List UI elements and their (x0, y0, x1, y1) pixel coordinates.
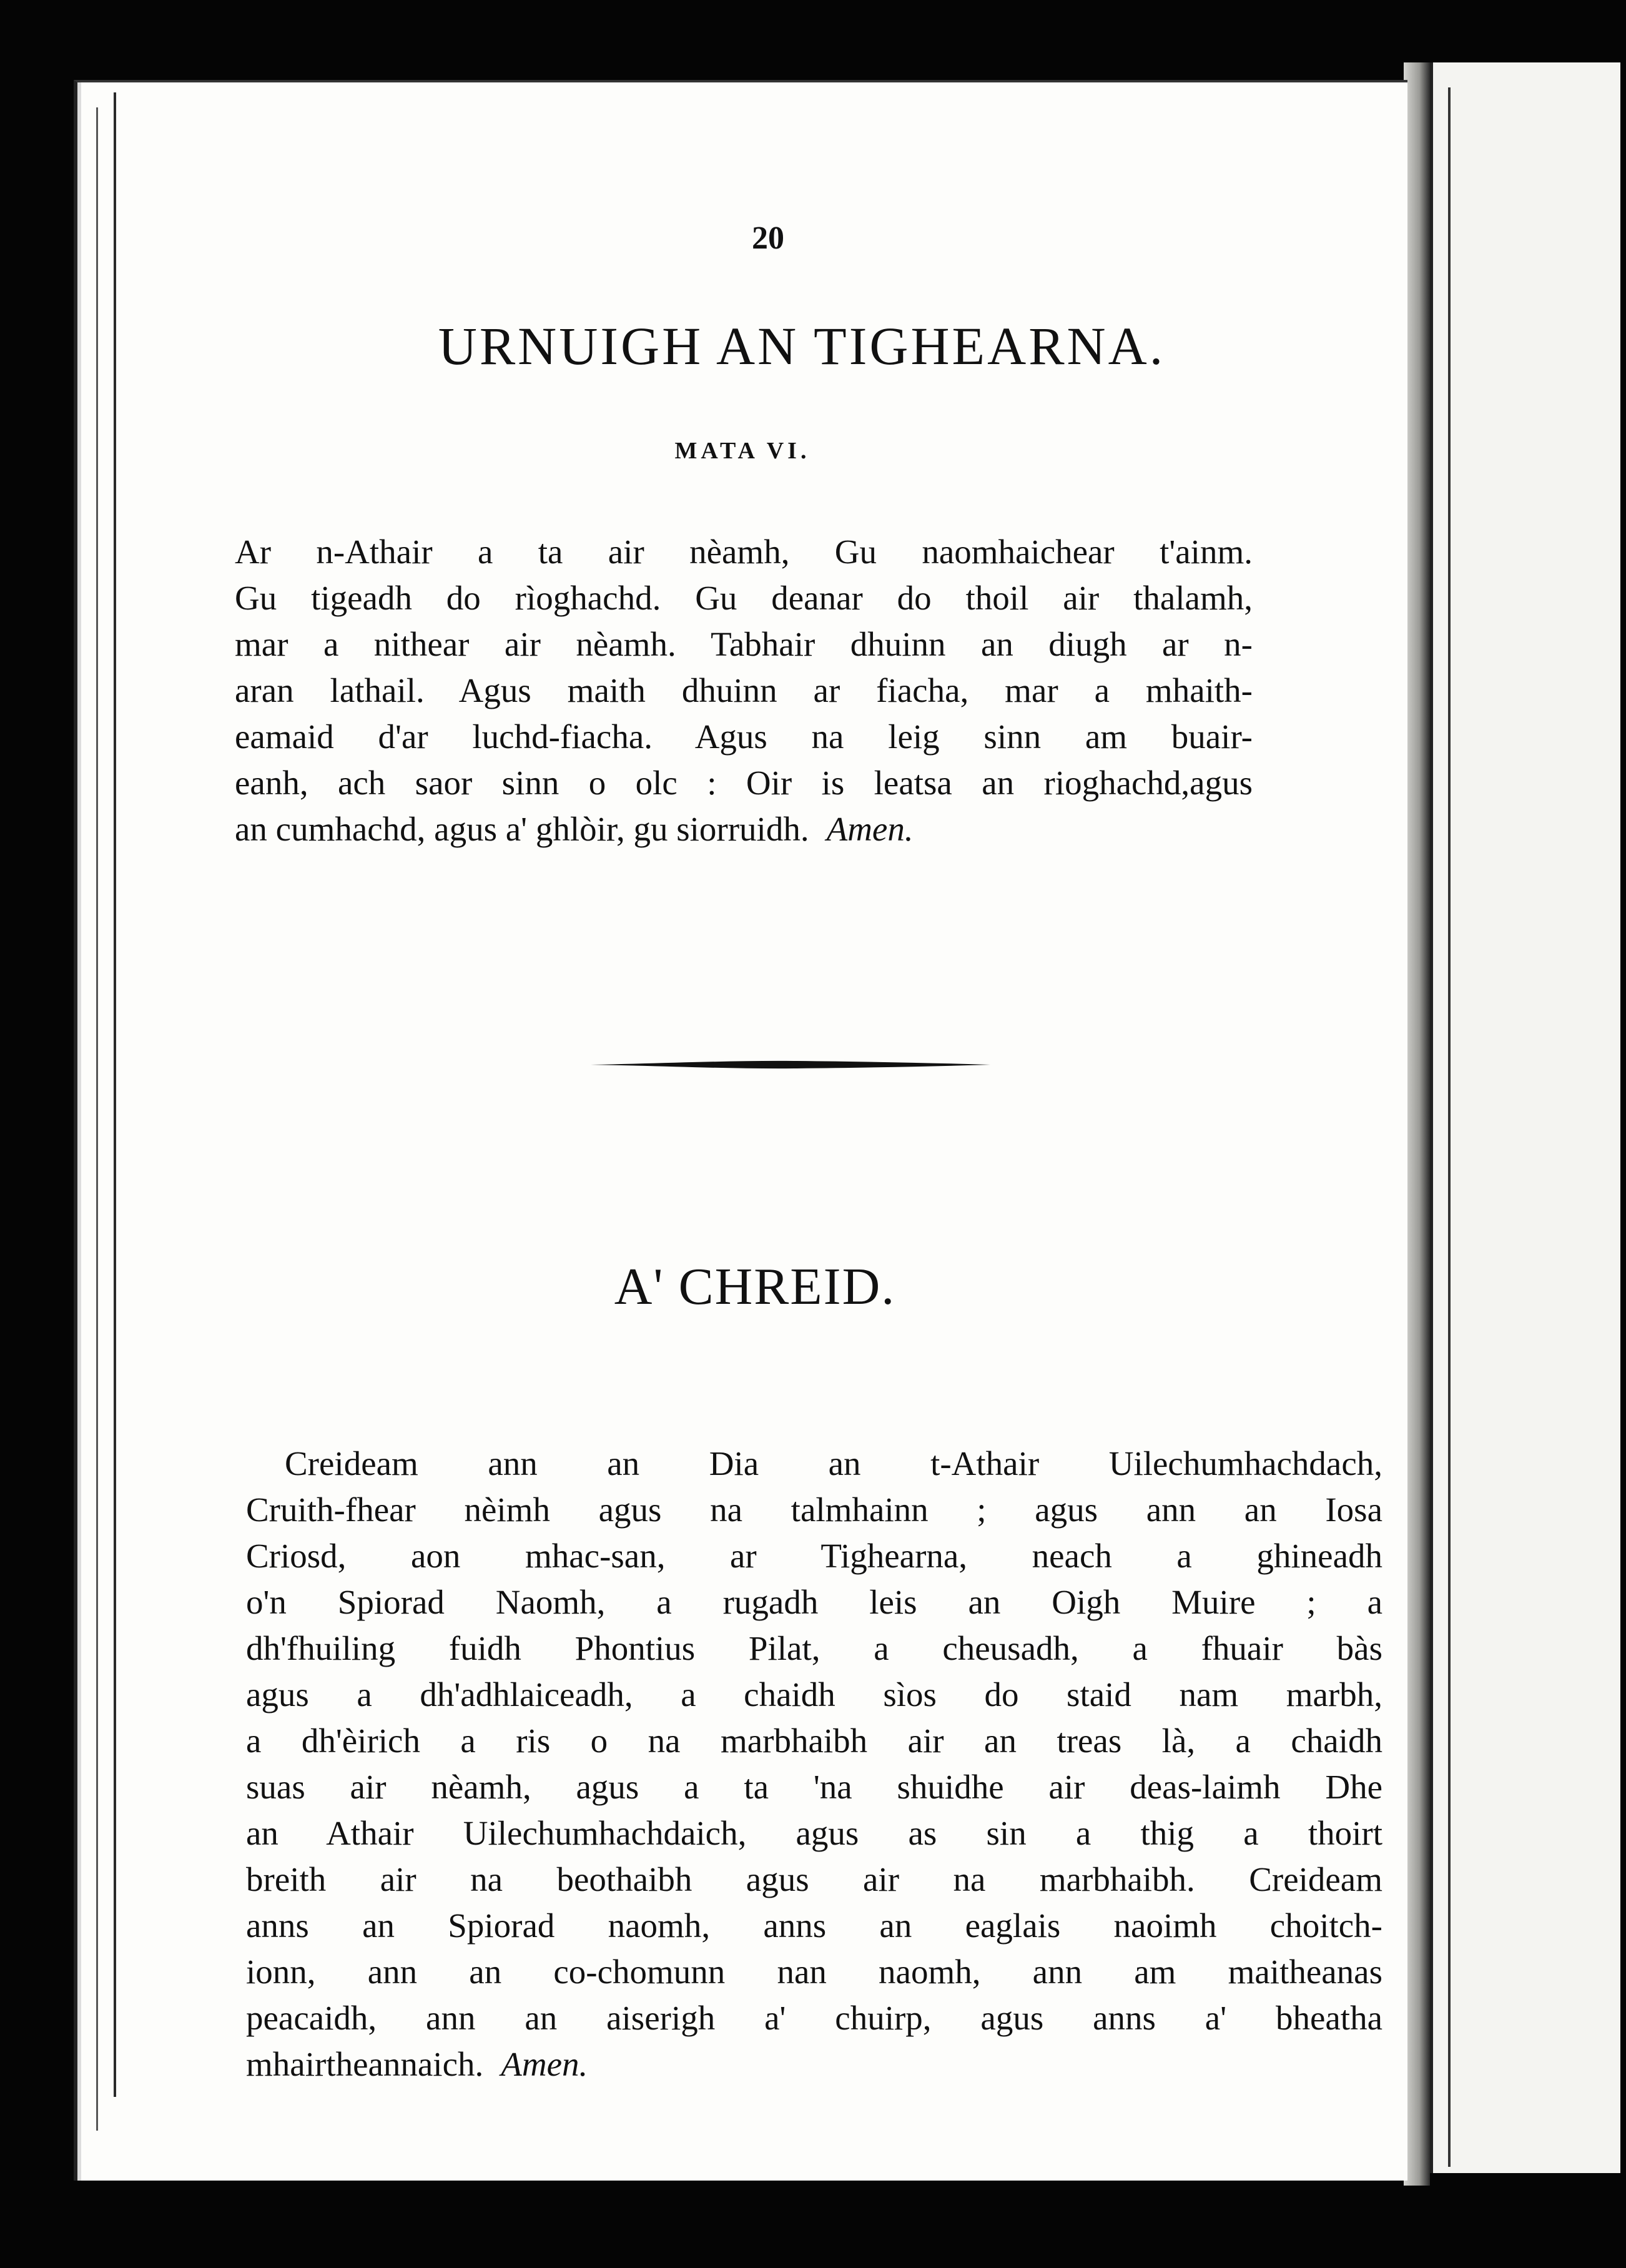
book-gutter (1404, 62, 1430, 2186)
text-line: breith air na beothaibh agus air na marbhaibh. Creideam (246, 1860, 1382, 1898)
text-line: eanh, ach saor sinn o olc : Oir is leatsa an rioghachd,agus (235, 764, 1253, 802)
text-line: ionn, ann an co-chomunn nan naomh, ann am maitheanas (246, 1953, 1382, 1991)
text-line: Ar n-Athair a ta air nèamh, Gu naomhaichear t'ainm. (235, 533, 1253, 571)
section-heading: A' CHREID. (614, 1258, 896, 1316)
text-line: Criosd, aon mhac-san, ar Tighearna, neach a ghineadh (246, 1537, 1382, 1575)
text-line: Gu tigeadh do rìoghachd. Gu deanar do thoil air thalamh, (235, 579, 1253, 617)
text-line: Creideam ann an Dia an t-Athair Uilechumhachdach, (285, 1444, 1382, 1482)
scripture-reference: MATA VI. (674, 438, 811, 464)
ornamental-rule (591, 1055, 990, 1074)
text-line: peacaidh, ann an aiserigh a' chuirp, agus anns a' bheatha (246, 1999, 1382, 2037)
page-edge-line (96, 107, 98, 2131)
prayer-paragraph (235, 529, 1253, 852)
facing-page-edge (1430, 62, 1620, 2173)
text-line: dh'fhuiling fuidh Phontius Pilat, a cheusadh, a fhuair bàs (246, 1629, 1382, 1667)
text-line: mar a nithear air nèamh. Tabhair dhuinn an diugh ar n- (235, 625, 1253, 663)
amen-text: Amen. (501, 2045, 588, 2083)
creed-paragraph (246, 1441, 1382, 2088)
text-line: an Athair Uilechumhachdaich, agus as sin a thig a thoirt (246, 1814, 1382, 1852)
book-page (74, 80, 1407, 2181)
text-line-last (246, 2041, 1382, 2088)
text-line: o'n Spiorad Naomh, a rugadh leis an Oigh Muire ; a (246, 1583, 1382, 1621)
text-line: suas air nèamh, agus a ta 'na shuidhe air deas-laimh Dhe (246, 1768, 1382, 1806)
text-line-last (235, 806, 1253, 852)
page-border-line (114, 92, 116, 2097)
page-title: URNUIGH AN TIGHEARNA. (438, 316, 1166, 376)
text-line: agus a dh'adhlaiceadh, a chaidh sìos do staid nam marbh, (246, 1675, 1382, 1713)
text-line: aran lathail. Agus maith dhuinn ar fiacha, mar a mhaith- (235, 671, 1253, 709)
text-line: eamaid d'ar luchd-fiacha. Agus na leig sinn am buair- (235, 717, 1253, 756)
text-line: Cruith-fhear nèimh agus na talmhainn ; agus ann an Iosa (246, 1491, 1382, 1529)
text-line: an cumhachd, agus a' ghlòir, gu siorruidh. (235, 810, 809, 848)
amen-text: Amen. (826, 810, 914, 848)
text-line: a dh'èirich a ris o na marbhaibh air an treas là, a chaidh (246, 1722, 1382, 1760)
facing-page-border (1448, 87, 1451, 2167)
text-line: anns an Spiorad naomh, anns an eaglais naoimh choitch- (246, 1906, 1382, 1945)
page-number: 20 (752, 220, 784, 256)
text-line: mhairtheannaich. (246, 2045, 484, 2083)
